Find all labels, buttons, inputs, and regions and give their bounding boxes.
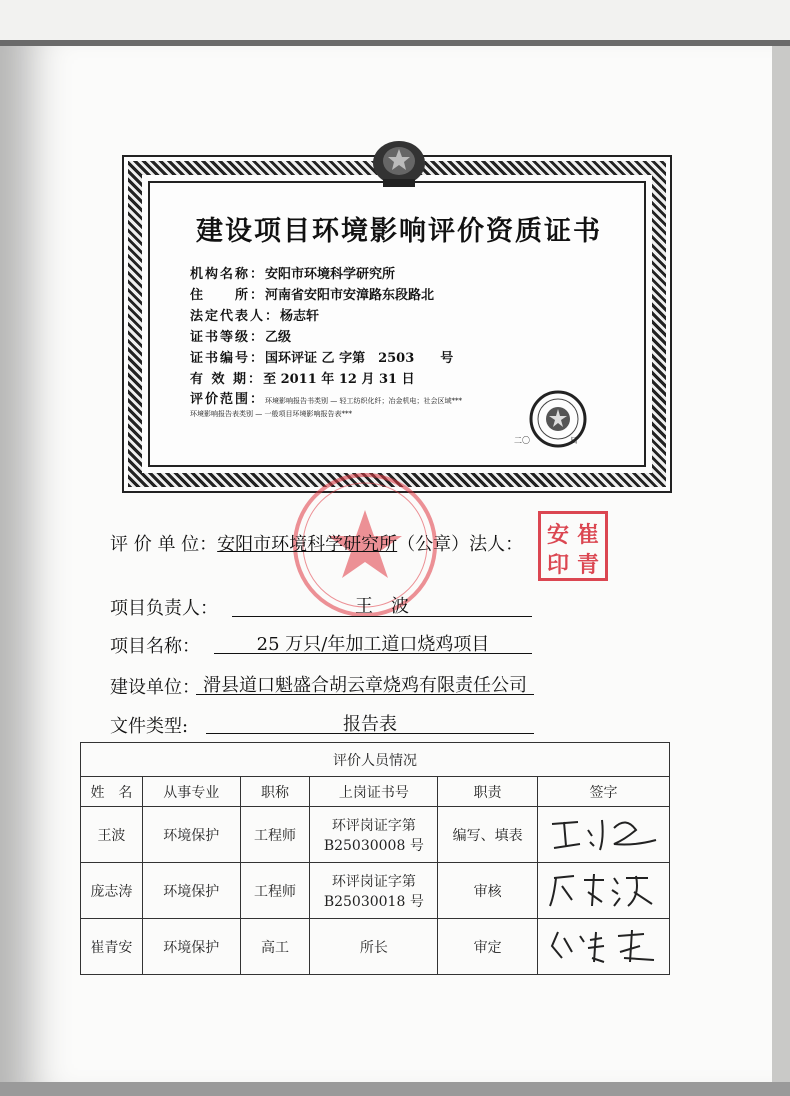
scope-value-2: 环境影响报告表类别 — 一般项目环境影响报告表***: [190, 410, 352, 418]
address-row: [190, 284, 434, 303]
qualification-certificate: [122, 155, 672, 493]
table-row: [81, 863, 670, 919]
person-signature: [538, 919, 670, 975]
builder-value: 滑县道口魁盛合胡云章烧鸡有限责任公司: [203, 675, 527, 696]
doctype-label: 文件类型:: [110, 716, 189, 737]
person-signature: [538, 863, 670, 919]
address-label: 住 所：: [190, 288, 266, 303]
national-emblem-icon: [369, 139, 429, 191]
grade-label: 证书等级：: [190, 330, 266, 345]
person-duty: 编写、填表: [438, 807, 538, 863]
valid-label: 有 效 期：: [190, 372, 264, 387]
cert-line-1: 所长: [359, 939, 388, 956]
table-header: 职责: [438, 777, 538, 807]
eval-unit-label: 评 价 单 位：: [110, 534, 218, 555]
scope-value: 环境影响报告书类别 — 轻工纺织化纤；冶金机电；社会区域***: [265, 397, 462, 405]
person-signature: [538, 807, 670, 863]
person-name: 庞志涛: [81, 863, 143, 919]
cert-line-1: 环评岗证字第: [331, 873, 416, 890]
cert-line-2: B25030018 号: [323, 893, 424, 910]
grade-value: 乙级: [265, 330, 292, 345]
table-header: 签字: [538, 777, 670, 807]
person-major: 环境保护: [142, 807, 240, 863]
signature-cui-icon: [544, 922, 664, 968]
cert-line-2: B25030008 号: [323, 837, 424, 854]
certificate-title: 建设项目环境影响评价资质证书: [196, 216, 602, 247]
person-duty: 审核: [438, 863, 538, 919]
cert-no-row: [190, 347, 453, 366]
person-duty: 审定: [438, 919, 538, 975]
signature-wang-icon: [544, 810, 664, 856]
cert-date-fragment: 二〇 日: [514, 436, 578, 445]
doctype-value: 报告表: [343, 714, 397, 735]
ministry-seal-icon: [528, 389, 588, 449]
eval-unit-value: 安阳市环境科学研究所: [217, 534, 398, 555]
seal-char: 安: [547, 522, 570, 548]
valid-row: [190, 368, 415, 387]
eval-unit-suffix: （公章）法人：: [397, 534, 524, 555]
person-name: 王波: [81, 807, 143, 863]
table-header: 上岗证书号: [310, 777, 438, 807]
scan-bottom-edge: [0, 1082, 790, 1096]
project-label: 项目名称：: [110, 636, 200, 657]
person-name: 崔青安: [81, 919, 143, 975]
org-label: 机构名称：: [190, 267, 266, 282]
legal-person-square-seal: [538, 511, 608, 581]
table-row: [81, 807, 670, 863]
table-caption: 评价人员情况: [81, 743, 670, 777]
builder-label: 建设单位：: [110, 677, 200, 698]
rep-value: 杨志轩: [280, 309, 320, 324]
signature-pang-icon: [544, 866, 664, 912]
address-value: 河南省安阳市安漳路东段路北: [265, 288, 435, 303]
eval-unit-row: [110, 530, 523, 556]
person-cert: [310, 919, 438, 975]
valid-value: 至 2011 年 12 月 31 日: [263, 372, 415, 387]
org-row: [190, 263, 395, 282]
person-title: 工程师: [240, 807, 310, 863]
scope-label: 评价范围：: [190, 392, 266, 407]
person-cert: [310, 807, 438, 863]
document-page: [0, 46, 772, 1082]
org-value: 安阳市环境科学研究所: [265, 267, 396, 282]
scope-row: [190, 388, 462, 407]
project-value: 25 万只/年加工道口烧鸡项目: [256, 634, 490, 655]
table-row: [81, 919, 670, 975]
cert-no-value: 国环评证 乙 字第 2503 号: [265, 351, 454, 366]
person-major: 环境保护: [142, 863, 240, 919]
table-header: 从事专业: [142, 777, 240, 807]
seal-char: 印: [547, 552, 570, 578]
person-title: 工程师: [240, 863, 310, 919]
grade-row: [190, 326, 291, 345]
rep-row: [190, 305, 319, 324]
seal-char: 崔: [577, 522, 600, 548]
manager-label: 项目负责人：: [110, 598, 218, 619]
rep-label: 法定代表人：: [190, 309, 281, 324]
table-header: 姓 名: [81, 777, 143, 807]
seal-char: 青: [577, 552, 600, 578]
cert-line-1: 环评岗证字第: [331, 817, 416, 834]
person-cert: [310, 863, 438, 919]
table-header: 职称: [240, 777, 310, 807]
cert-no-label: 证书编号：: [190, 351, 266, 366]
person-title: 高工: [240, 919, 310, 975]
person-major: 环境保护: [142, 919, 240, 975]
scan-right-edge: [772, 46, 790, 1082]
manager-value: 王 波: [355, 596, 409, 617]
evaluator-table: [80, 742, 670, 975]
